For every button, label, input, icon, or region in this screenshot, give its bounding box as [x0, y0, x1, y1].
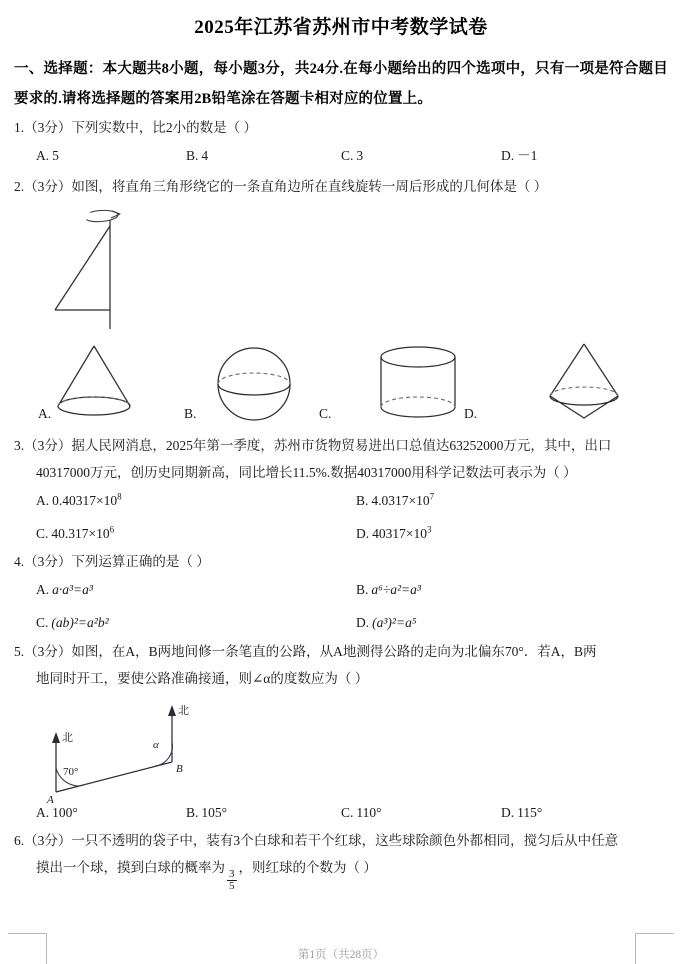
option-3-b-exp: 7 — [429, 491, 435, 502]
question-3 — [14, 432, 668, 546]
option-5-a-label: A. — [36, 804, 50, 820]
question-4 — [14, 548, 668, 635]
question-4-text: 下列运算正确的是（ ） — [71, 554, 210, 570]
question-2 — [14, 173, 668, 430]
page-title: 2025年江苏省苏州市中考数学试卷 — [194, 17, 488, 38]
exam-page — [0, 12, 682, 964]
option-1-a[interactable] — [36, 143, 186, 169]
question-1-points: （3分） — [24, 120, 72, 136]
option-4-a[interactable] — [36, 577, 356, 603]
option-2-b-sphere — [218, 348, 290, 420]
option-3-d-base: 10 — [413, 525, 427, 541]
option-3-c-base: 10 — [96, 525, 110, 541]
option-3-d-mantissa: 40317 — [372, 525, 406, 541]
option-1-b-label: B. — [186, 148, 199, 164]
angle-b-value: α — [153, 738, 159, 751]
question-5-stem — [14, 638, 668, 692]
question-2-points: （3分） — [24, 179, 72, 195]
option-5-c-text: 110° — [356, 804, 382, 820]
option-3-c-label: C. — [36, 525, 49, 541]
option-5-c-label: C. — [341, 804, 354, 820]
question-2-rotation-figure — [14, 204, 668, 336]
option-4-b-expr: a⁶÷a²=a³ — [371, 582, 421, 598]
fraction-numerator: 3 — [229, 868, 235, 881]
option-3-d-label: D. — [356, 525, 370, 541]
question-6-text-line2 — [14, 854, 668, 892]
option-4-d-label: D. — [356, 615, 370, 630]
option-1-a-text: 5 — [52, 148, 59, 164]
option-3-c-mantissa: 40.317 — [51, 525, 89, 541]
option-4-d-expr: (a³)²=a⁵ — [372, 615, 417, 630]
question-5-bearing-figure — [14, 696, 668, 804]
option-1-b[interactable] — [186, 143, 341, 169]
point-b-label: B — [176, 762, 183, 775]
question-3-points: （3分） — [24, 438, 72, 454]
question-6 — [14, 827, 668, 892]
option-3-b[interactable] — [356, 488, 668, 514]
question-6-number: 6. — [14, 833, 25, 849]
option-1-c-label: C. — [341, 148, 354, 164]
question-4-options — [14, 577, 668, 635]
option-1-b-text: 4 — [201, 148, 209, 164]
question-2-figure-options — [14, 340, 668, 430]
option-3-b-base: 10 — [416, 493, 430, 509]
question-6-text-line2-a: 摸出一个球，摸到白球的概率为 — [36, 860, 225, 876]
option-2-c-label[interactable]: C. — [319, 406, 332, 422]
question-4-points: （3分） — [24, 554, 72, 570]
probability-fraction — [227, 869, 237, 892]
option-5-d-text: 115° — [517, 804, 543, 820]
question-6-points: （3分） — [24, 833, 72, 849]
question-4-number: 4. — [14, 554, 25, 570]
option-4-a-label: A. — [36, 582, 50, 598]
option-1-d-text: －1 — [517, 148, 538, 164]
option-3-c[interactable] — [36, 521, 356, 547]
option-4-a-expr: a·a³=a³ — [52, 582, 93, 598]
option-1-c[interactable] — [341, 143, 501, 169]
option-1-d-label: D. — [501, 148, 515, 164]
option-2-a-cone — [58, 346, 130, 415]
north-label-b: 北 — [178, 704, 189, 717]
question-3-text-line2: 40317000万元，创历史同期新高，同比增长11.5%.数据40317000用科学记数法可表示为（ ） — [36, 465, 577, 481]
option-3-a-mantissa: 0.40317 — [52, 493, 96, 509]
question-2-text: 如图，将直角三角形绕它的一条直角边所在直线旋转一周后形成的几何体是（ ） — [71, 179, 548, 195]
option-3-b-times: × — [408, 493, 417, 509]
option-3-b-label: B. — [356, 493, 369, 509]
bearing-diagram — [34, 696, 244, 804]
option-5-d-label: D. — [501, 804, 515, 820]
option-3-d-exp: 3 — [427, 524, 432, 535]
option-2-c-cylinder — [381, 347, 455, 417]
section-heading: 一、选择题：本大题共8小题，每小题3分，共24分.在每小题给出的四个选项中，只有一项是符合题目要求的.请将选择题的答案用2B铅笔涂在答题卡相对应的位置上。 — [14, 61, 668, 107]
question-3-options — [14, 488, 668, 546]
option-1-a-label: A. — [36, 148, 50, 164]
question-1-number: 1. — [14, 120, 25, 136]
option-3-d-times: × — [405, 525, 414, 541]
option-5-b-label: B. — [186, 804, 199, 820]
question-1-stem — [14, 114, 668, 141]
north-label-a: 北 — [62, 731, 73, 744]
solids-option-row — [22, 340, 682, 430]
question-3-number: 3. — [14, 438, 25, 454]
question-1-options — [14, 143, 668, 169]
option-4-b[interactable] — [356, 577, 668, 603]
option-2-a-label[interactable]: A. — [38, 406, 52, 422]
option-3-a[interactable] — [36, 488, 356, 514]
option-2-d-bicone — [550, 344, 618, 418]
question-4-stem — [14, 548, 668, 575]
option-3-d[interactable] — [356, 521, 668, 547]
question-5 — [14, 638, 668, 826]
question-6-text-line1: 一只不透明的袋子中，装有3个白球和若干个红球，这些球除颜色外都相同，搅匀后从中任意 — [71, 833, 619, 849]
option-3-a-exp: 8 — [117, 491, 122, 502]
option-3-a-times: × — [96, 493, 104, 509]
question-5-number: 5. — [14, 643, 25, 659]
question-5-text-line2: 地同时开工，要使公路准确接通，则∠α的度数应为（ ） — [36, 670, 369, 686]
option-4-c[interactable] — [36, 610, 356, 636]
option-3-c-exp: 6 — [109, 524, 115, 535]
option-1-c-text: 3 — [356, 148, 364, 164]
angle-a-value: 70° — [63, 765, 79, 778]
fraction-denominator: 5 — [229, 880, 235, 893]
option-3-a-label: A. — [36, 493, 50, 509]
option-3-a-base: 10 — [103, 493, 118, 509]
question-6-text-line2-b: ，则红球的个数为（ ） — [238, 860, 377, 876]
option-3-b-mantissa: 4.0317 — [371, 493, 409, 509]
question-5-text-line1: 如图，在A，B两地间修一条笔直的公路，从A地测得公路的走向为北偏东70°．若A，B两 — [71, 643, 597, 659]
question-1-text: 下列实数中，比2小的数是（ ） — [71, 120, 257, 136]
question-1 — [14, 114, 668, 169]
rotating-triangle-diagram — [38, 204, 218, 336]
question-2-number: 2. — [14, 179, 25, 195]
point-a-label: A — [47, 793, 54, 806]
question-5-points: （3分） — [24, 643, 72, 659]
option-3-c-times: × — [88, 525, 97, 541]
option-1-d[interactable] — [501, 143, 668, 169]
option-5-a-text: 100° — [52, 804, 78, 820]
option-2-d-label[interactable]: D. — [464, 406, 478, 422]
option-4-b-label: B. — [356, 582, 369, 598]
question-3-stem — [14, 432, 668, 486]
option-2-b-label[interactable]: B. — [184, 406, 197, 422]
option-4-c-expr: (ab)²=a²b² — [51, 615, 109, 630]
option-5-b-text: 105° — [201, 804, 228, 820]
page-footer: 第1页（共28页） — [297, 949, 385, 961]
question-6-stem — [14, 827, 668, 892]
question-2-stem — [14, 173, 668, 200]
option-4-d[interactable] — [356, 610, 668, 636]
option-4-c-label: C. — [36, 615, 49, 630]
question-3-text-line1: 据人民网消息，2025年第一季度，苏州市货物贸易进出口总值达63252000万元，其中，出口 — [71, 438, 612, 454]
